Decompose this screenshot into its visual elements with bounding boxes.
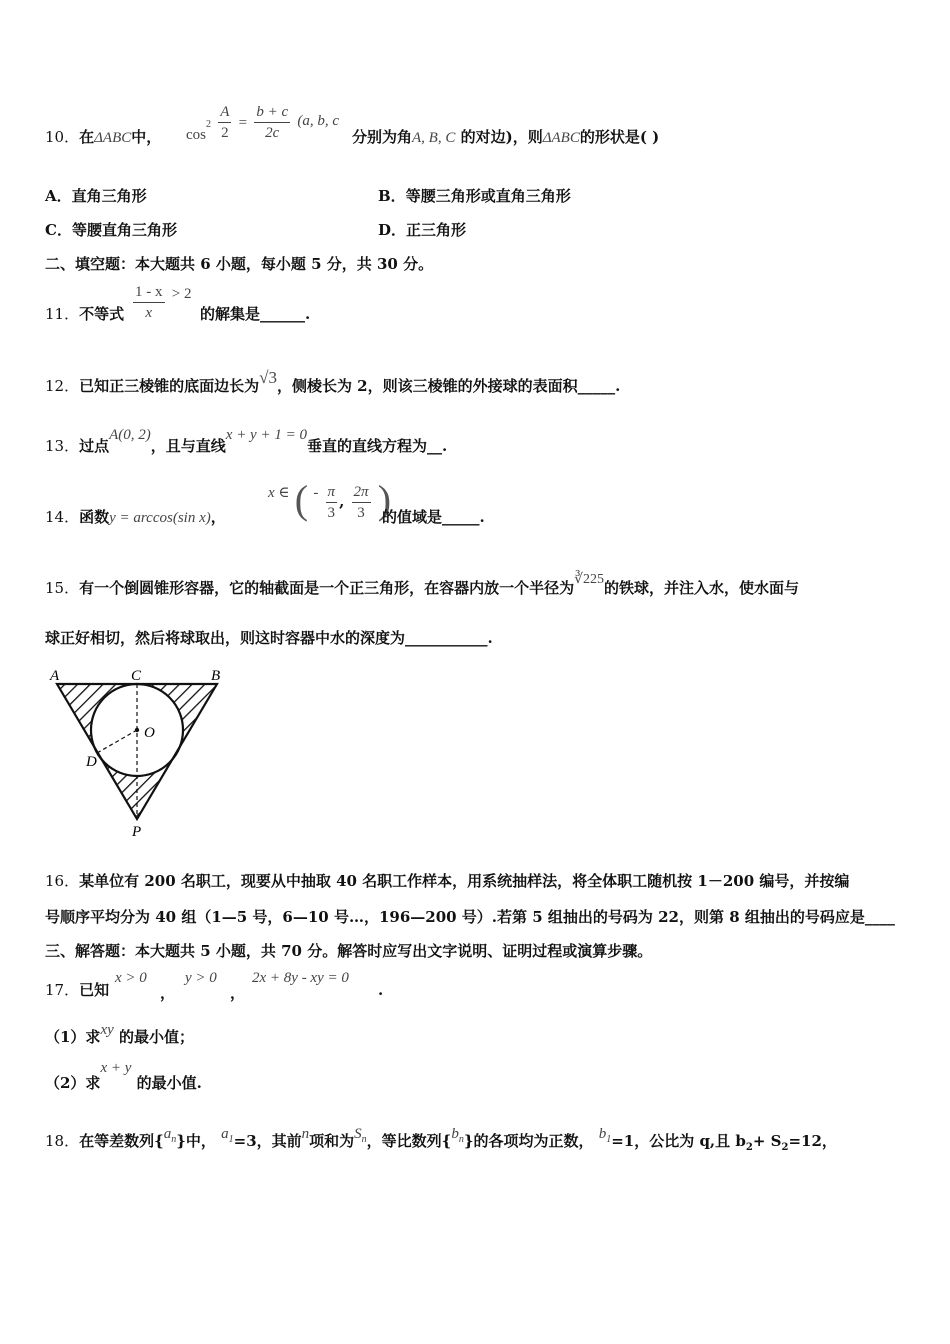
q14-domain: x ∈ ( - $\frac{\pi}{3}$ , $\frac{2\pi}{3}$ ) — [268, 476, 392, 522]
q17-end: . — [378, 981, 384, 999]
q17-sep2: ， — [230, 984, 246, 1002]
q15-line2: 球正好相切，然后将球取出，则这时容器中水的深度为___________. — [45, 629, 493, 647]
label-d: D — [86, 754, 97, 770]
section-fill-in-header: 二、填空题：本大题共 6 小题，每小题 5 分，共 30 分。 — [45, 255, 434, 273]
section-answer-header: 三、解答题：本大题共 5 小题，共 70 分。解答时应写出文字说明、证明过程或演算步骤。 — [45, 942, 653, 960]
label-b: B — [211, 668, 221, 684]
label-p: P — [132, 824, 142, 840]
q16-line2: 号顺序平均分为 40 组（1—5 号，6—10 号…，196—200 号）.若第 5 组抽出的号码为 22，则第 8 组抽出的号码应是____ — [45, 908, 895, 926]
q10-stem-end: 分别为角A, B, C 的对边)，则ΔABC的形状是( ) — [352, 128, 660, 146]
label-o: O — [144, 725, 155, 741]
label-c: C — [131, 668, 142, 684]
q17-sep1: ， — [160, 984, 176, 1002]
q11: 11．不等式 — [45, 305, 125, 323]
q10-option-d: D．正三角形 — [378, 221, 467, 239]
q10-stem: 10．在ΔABC中， — [45, 128, 162, 146]
q17-conditions: x > 0 — [115, 970, 147, 986]
q17-cond2: y > 0 — [185, 970, 217, 986]
cone-cross-section-figure — [45, 665, 235, 840]
q10-option-a: A．直角三角形 — [45, 187, 147, 205]
q17-part2: （2）求x + y 的最小值. — [45, 1060, 202, 1092]
q14: 14．函数y = arccos(sin x)， — [45, 508, 226, 526]
q18: 18．在等差数列$\{a_n\}$中， $a_1=3$，其前n项和为$S_n$，等比数列$\{b_n\}$的各项均为正数， $b_1=1$，公比为 q,且 $b_2+ S_2=12$， — [45, 1126, 837, 1153]
q11-end: 的解集是______. — [200, 305, 311, 323]
q14-end: 的值域是_____. — [382, 508, 485, 526]
q10-option-c: C．等腰直角三角形 — [45, 221, 177, 239]
q12: 12．已知正三棱锥的底面边长为√3，侧棱长为 2，则该三棱锥的外接球的表面积_____. — [45, 368, 621, 395]
bc-fraction: $\frac{b + c}{2c}$ — [256, 104, 289, 141]
q16-line1: 16．某单位有 200 名职工，现要从中抽取 40 名职工作样本，用系统抽样法，将全体职工随机按 1－200 编号，并按编 — [45, 872, 850, 890]
q17: 17．已知 — [45, 981, 110, 999]
q11-fraction: $\frac{1 - x}{x}$ > 2 — [135, 284, 192, 321]
label-a: A — [50, 668, 60, 684]
half-angle-fraction: $\frac{A}{2}$ — [220, 104, 230, 141]
q10-option-b: B．等腰三角形或直角三角形 — [378, 187, 571, 205]
q13: 13．过点A(0, 2)，且与直线x + y + 1 = 0垂直的直线方程为__. — [45, 427, 448, 455]
q17-cond3: 2x + 8y - xy = 0 — [252, 970, 349, 986]
q10-formula: $\cos^2$ $\frac{A}{2}$ = $\frac{b + c}{2c}$ (a, b, c — [186, 104, 340, 143]
q15-line1: 15．有一个倒圆锥形容器，它的轴截面是一个正三角形，在容器内放一个半径为∛225的铁球，并注入水，使水面与 — [45, 572, 800, 597]
q17-part1: （1）求xy 的最小值； — [45, 1022, 195, 1046]
